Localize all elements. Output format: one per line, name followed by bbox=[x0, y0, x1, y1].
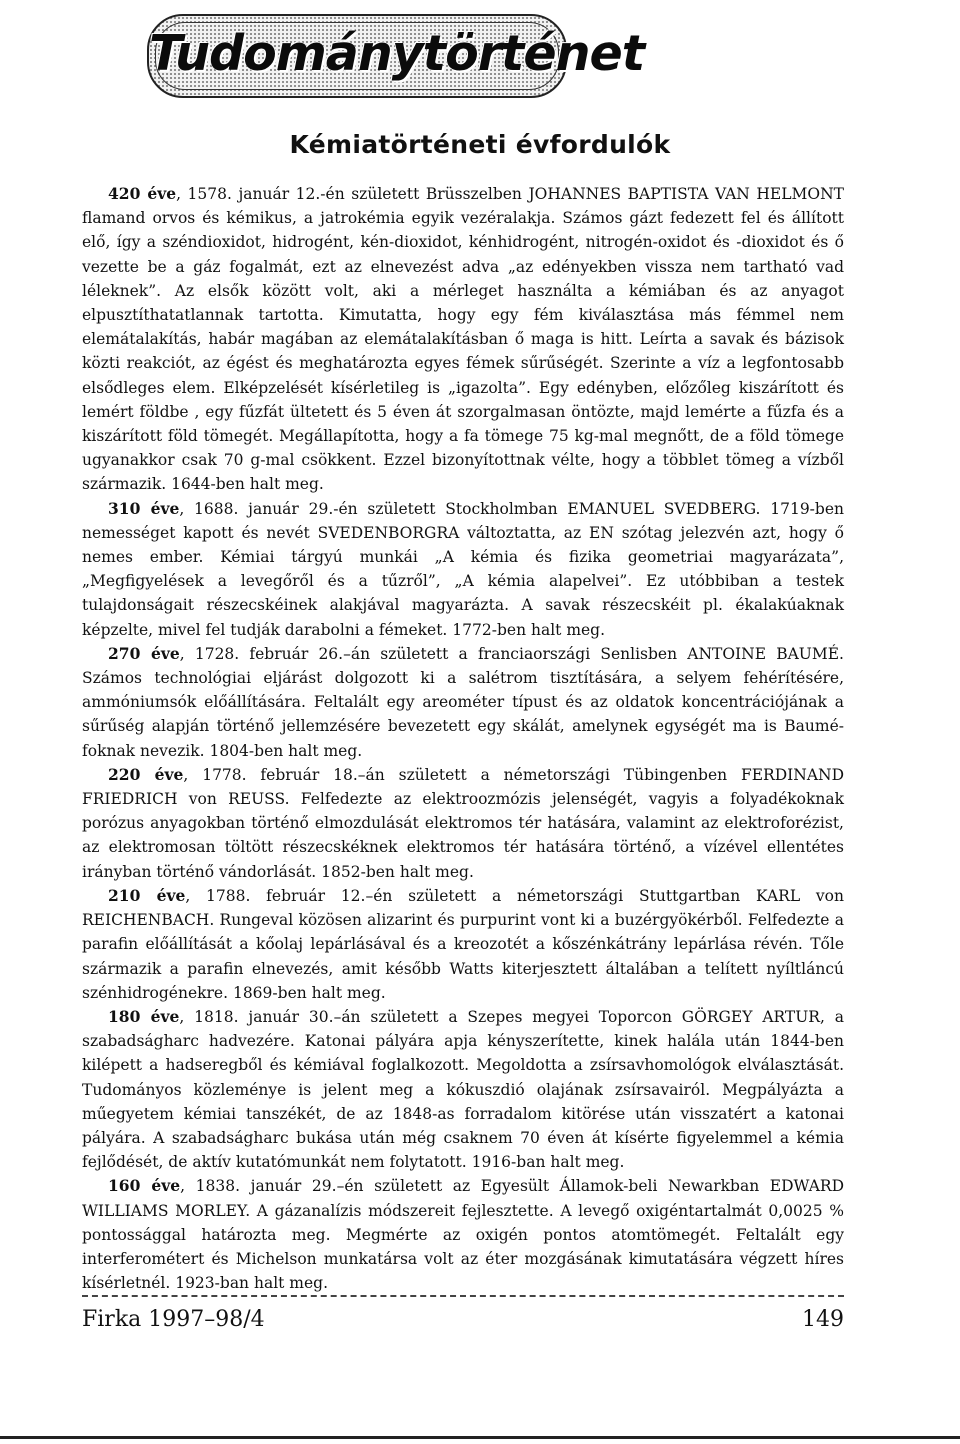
entry-year: 210 éve bbox=[108, 885, 186, 905]
entry-text: , 1788. február 12.–én született a németországi Stuttgartban KARL von REICHENBACH. Rungeval közösen alizarint és purpurint vont ki a buzérgyökérből. Felfedezte a parafin előállítását a kőolaj lepárlásával és a kreozotét a kőszénkátrány lepárlása révén. Tőle származik a parafin elnevezés, amit később Watts kiterjesztett általában a telített nyíltláncú szénhidrogénekre. 1869-ben halt meg. bbox=[82, 886, 844, 1002]
section-banner bbox=[147, 14, 645, 98]
entry-year: 220 éve bbox=[108, 764, 184, 784]
anniversary-entry bbox=[82, 763, 844, 884]
entry-text: , 1818. január 30.–án született a Szepes megyei Toporcon GÖRGEY ARTUR, a szabadságharc hadvezére. Katonai pályára apja kényszerítette, kinek halála után 1844-ben kilépett a hadseregből és kémiával foglalkozott. Megoldotta a zsírsavhomológok elválasztását. Tudományos közleménye is jelent meg a kókuszdió olajának zsírsavairól. Megpályázta a műegyetem kémiai tanszékét, de az 1848-as forradalom kitörése után visszatért a katonai pályára. A szabadságharc bukása után még csaknem 70 éven át kísérte figyelemmel a kémia fejlődését, de aktív kutatómunkát nem folytatott. 1916-ban halt meg. bbox=[82, 1007, 844, 1172]
page-number: 149 bbox=[802, 1307, 844, 1332]
anniversary-entry bbox=[82, 884, 844, 1005]
entry-text: , 1838. január 29.–én született az Egyesült Államok-beli Newarkban EDWARD WILLIAMS MORLEY. A gázanalízis módszereit fejlesztette. A levegő oxigéntartalmát 0,0025 % pontossággal határozta meg. Megmérte az oxigén pontos atomtömegét. Feltalált egy interferométert és Michelson munkatársa volt az éter mozgásának kimutatására végzett híres kísérletnél. 1923-ban halt meg. bbox=[82, 1177, 844, 1293]
page-edge-rule bbox=[0, 1436, 960, 1439]
entry-year: 180 éve bbox=[108, 1006, 180, 1026]
entry-year: 270 éve bbox=[108, 643, 180, 663]
footer-divider bbox=[82, 1295, 844, 1297]
journal-issue: Firka 1997–98/4 bbox=[82, 1307, 265, 1332]
article-body bbox=[82, 182, 844, 1295]
anniversary-entry bbox=[82, 497, 844, 642]
entry-year: 310 éve bbox=[108, 498, 180, 518]
anniversary-entry bbox=[82, 642, 844, 763]
article-title: Kémiatörténeti évfordulók bbox=[289, 130, 671, 159]
entry-year: 160 éve bbox=[108, 1176, 181, 1196]
entry-text: , 1728. február 26.–án született a franciaországi Senlisben ANTOINE BAUMÉ. Számos technológiai eljárást dolgozott ki a salétrom tisztítására, a selyem fehérítésére, ammóniumsók előállítására. Feltalált egy areométer típust és az oldatok koncentrációjának a sűrűség alapján történő jellemzésére bevezetett egy skálát, amelynek egységét ma is Baumé-foknak nevezik. 1804-ben halt meg. bbox=[82, 644, 844, 760]
entry-text: , 1578. január 12.-én született Brüsszelben JOHANNES BAPTISTA VAN HELMONT flamand orvos és kémikus, a jatrokémia egyik vezéralakja. Számos gázt fedezett fel és állított elő, így a széndioxidot, hidrogént, kén-dioxidot, kénhidrogént, nitrogén-oxidot és -dioxidot és ő vezette be a gáz fogalmát, ezt az elnevezést adva „az edényekben vissza nem tartható vad léleknek”. Az elsők között volt, aki a mérleget használta a kémiában és az anyagot elpusztíthatatlannak tartotta. Kimutatta, hogy egy fém kiválasztása más fémmel nem elemátalakítás, habár magában az elemátalakításban ő maga is hitt. Leírta a savak és bázisok közti reakciót, az égést és meghatározta egyes fémek sűrűségét. Szerinte a víz a legfontosabb elsődleges elem. Elképzelését kísérletileg is „igazolta”. Egy edényben, előzőleg kiszárított és lemért földbe , egy fűzfát ültetett és 5 éven át szorgalmasan öntözte, majd lemérte a fűzfa és a kiszárított föld tömegét. Megállapította, hogy a fa tömege 75 kg-mal megnőtt, de a föld tömege ugyanakkor csak 70 g-mal csökkent. Ezzel bizonyítottnak vélte, hogy a többlet tömeg a vízből származik. 1644-ben halt meg. bbox=[82, 185, 844, 494]
anniversary-entry bbox=[82, 1005, 844, 1174]
entry-text: , 1688. január 29.-én született Stockholmban EMANUEL SVEDBERG. 1719-ben nemességet kapott és nevét SVEDENBORGRA változtatta, az EN szótag jelezvén azt, hogy ő nemes ember. Kémiai tárgyú munkái „A kémia és fizika geometriai magyarázata”, „Megfigyelések a levegőről és a tűzről”, „A kémia alapelvei”. Ez utóbbiban a testek tulajdonságait részecskéinek alakjával magyarázta. A savak részecskéit pl. ékalakúaknak képzelte, mivel fel tudják darabolni a fémeket. 1772-ben halt meg. bbox=[82, 499, 844, 639]
entry-year: 420 éve bbox=[108, 184, 177, 203]
anniversary-entry bbox=[82, 182, 844, 497]
anniversary-entry bbox=[82, 1174, 844, 1295]
section-banner-title: Tudománytörténet bbox=[149, 25, 645, 82]
entry-text: , 1778. február 18.–án született a németországi Tübingenben FERDINAND FRIEDRICH von REUSS. Felfedezte az elektroozmózis jelenségét, vagyis a folyadékoknak porózus anyagokban történő elmozdulását elektromos tér hatására, valamint az elektroforézist, az elektromosan töltött részecskéknek elektromos tér hatására történő, a vízével ellentétes irányban történő vándorlását. 1852-ben halt meg. bbox=[82, 765, 844, 881]
